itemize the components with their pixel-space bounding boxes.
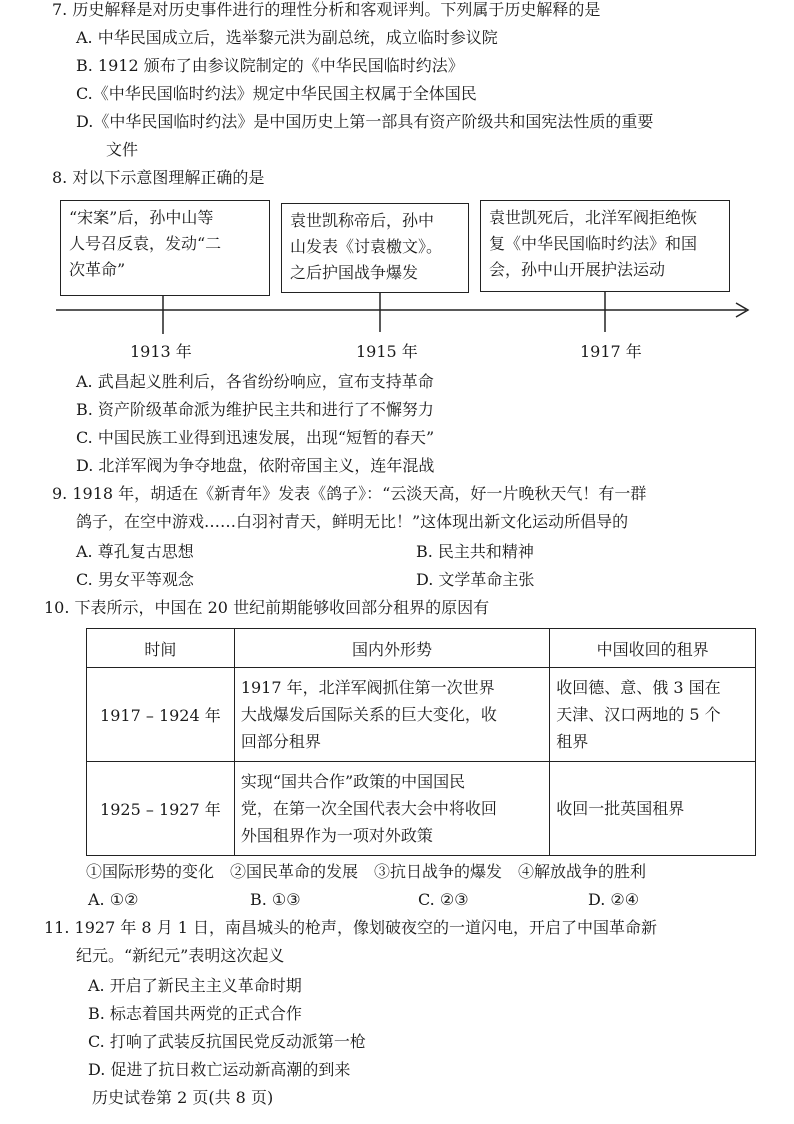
q10-option-c: C. ②③ <box>418 890 469 909</box>
q11-option-b: B. 标志着国共两党的正式合作 <box>88 1004 302 1023</box>
q7-option-c: C.《中华民国临时约法》规定中华民国主权属于全体国民 <box>76 84 477 103</box>
q9-option-c: C. 男女平等观念 <box>76 570 194 589</box>
event-box-text: 袁世凯称帝后，孙中 <box>290 211 435 230</box>
timeline-axis <box>0 0 794 340</box>
year-label-1917: 1917 年 <box>580 342 642 361</box>
cell-text: 收回一批英国租界 <box>556 799 685 818</box>
q9-option-b: B. 民主共和精神 <box>416 542 534 561</box>
event-box-text: 袁世凯死后，北洋军阀拒绝恢 <box>489 208 698 227</box>
event-box-text: 会，孙中山开展护法运动 <box>489 260 666 279</box>
year-label-1913: 1913 年 <box>130 342 192 361</box>
event-box-text: 复《中华民国临时约法》和国 <box>489 234 698 253</box>
q7-option-d: D.《中华民国临时约法》是中国历史上第一部具有资产阶级共和国宪法性质的重要 <box>76 112 654 131</box>
q11-option-a: A. 开启了新民主主义革命时期 <box>88 976 302 995</box>
event-box-text: 山发表《讨袁檄文》。 <box>290 237 443 256</box>
table-cell-situation <box>234 668 549 762</box>
cell-text: 外国租界作为一项对外政策 <box>240 826 433 845</box>
q9-option-d: D. 文学革命主张 <box>416 570 535 589</box>
q10-option-d: D. ②④ <box>588 890 640 909</box>
q10-option-b: B. ①③ <box>250 890 301 909</box>
year-label-1915: 1915 年 <box>356 342 418 361</box>
table-header-row <box>87 629 756 668</box>
table-cell-recovered <box>550 762 756 856</box>
q8-option-c: C. 中国民族工业得到迅速发展，出现“短暂的春天” <box>76 428 435 447</box>
cell-text: 党，在第一次全国代表大会中将收回 <box>240 799 497 818</box>
q8-option-b: B. 资产阶级革命派为维护民主共和进行了不懈努力 <box>76 400 434 419</box>
event-box-text: 人号召反袁，发动“二 <box>69 234 222 253</box>
table-cell-time: 1917 – 1924 年 <box>87 668 235 762</box>
cell-text: 天津、汉口两地的 5 个 <box>556 705 721 724</box>
table-cell-recovered <box>550 668 756 762</box>
q7-stem: 7. 历史解释是对历史事件进行的理性分析和客观评判。下列属于历史解释的是 <box>52 0 601 19</box>
q10-factors: ①国际形势的变化 ②国民革命的发展 ③抗日战争的爆发 ④解放战争的胜利 <box>86 862 647 881</box>
table-header-recovered: 中国收回的租界 <box>550 629 756 668</box>
q9-option-a: A. 尊孔复古思想 <box>76 542 194 561</box>
q7-option-a: A. 中华民国成立后，选举黎元洪为副总统，成立临时参议院 <box>76 28 498 47</box>
q11-stem-line2: 纪元。“新纪元”表明这次起义 <box>76 946 285 965</box>
q11-option-c: C. 打响了武装反抗国民党反动派第一枪 <box>88 1032 366 1051</box>
cell-text: 租界 <box>556 732 589 751</box>
event-box-text: 次革命” <box>69 260 126 279</box>
q11-option-d: D. 促进了抗日救亡运动新高潮的到来 <box>88 1060 351 1079</box>
q8-option-a: A. 武昌起义胜利后，各省纷纷响应，宣布支持革命 <box>76 372 434 391</box>
table-cell-time: 1925 – 1927 年 <box>87 762 235 856</box>
q9-stem-line1: 9. 1918 年，胡适在《新青年》发表《鸽子》：“云淡天高，好一片晚秋天气！有一群 <box>52 484 647 503</box>
table-row <box>87 762 756 856</box>
q7-option-d-continued: 文件 <box>106 140 139 159</box>
table-header-time: 时间 <box>87 629 235 668</box>
event-box-text: “宋案”后，孙中山等 <box>69 208 214 227</box>
cell-text: 收回德、意、俄 3 国在 <box>556 678 721 697</box>
q7-option-b: B. 1912 颁布了由参议院制定的《中华民国临时约法》 <box>76 56 464 75</box>
q10-stem: 10. 下表所示，中国在 20 世纪前期能够收回部分租界的原因有 <box>44 598 490 617</box>
page-footer: 历史试卷第 2 页(共 8 页) <box>92 1088 274 1107</box>
q9-stem-line2: 鸽子，在空中游戏……白羽衬青天，鲜明无比！”这体现出新文化运动所倡导的 <box>76 512 629 531</box>
cell-text: 大战爆发后国际关系的巨大变化，收 <box>240 705 497 724</box>
table-header-situation: 国内外形势 <box>234 629 549 668</box>
cell-text: 实现“国共合作”政策的中国国民 <box>240 772 466 791</box>
q11-stem-line1: 11. 1927 年 8 月 1 日，南昌城头的枪声，像划破夜空的一道闪电，开启了中国革命新 <box>44 918 658 937</box>
cell-text: 回部分租界 <box>240 732 321 751</box>
table-row <box>87 668 756 762</box>
event-box-text: 之后护国战争爆发 <box>290 263 419 282</box>
q8-stem: 8. 对以下示意图理解正确的是 <box>52 168 265 187</box>
q10-option-a: A. ①② <box>88 890 139 909</box>
cell-text: 1917 年，北洋军阀抓住第一次世界 <box>240 678 495 697</box>
table-cell-situation <box>234 762 549 856</box>
q8-option-d: D. 北洋军阀为争夺地盘，依附帝国主义，连年混战 <box>76 456 435 475</box>
concession-table <box>86 628 756 856</box>
